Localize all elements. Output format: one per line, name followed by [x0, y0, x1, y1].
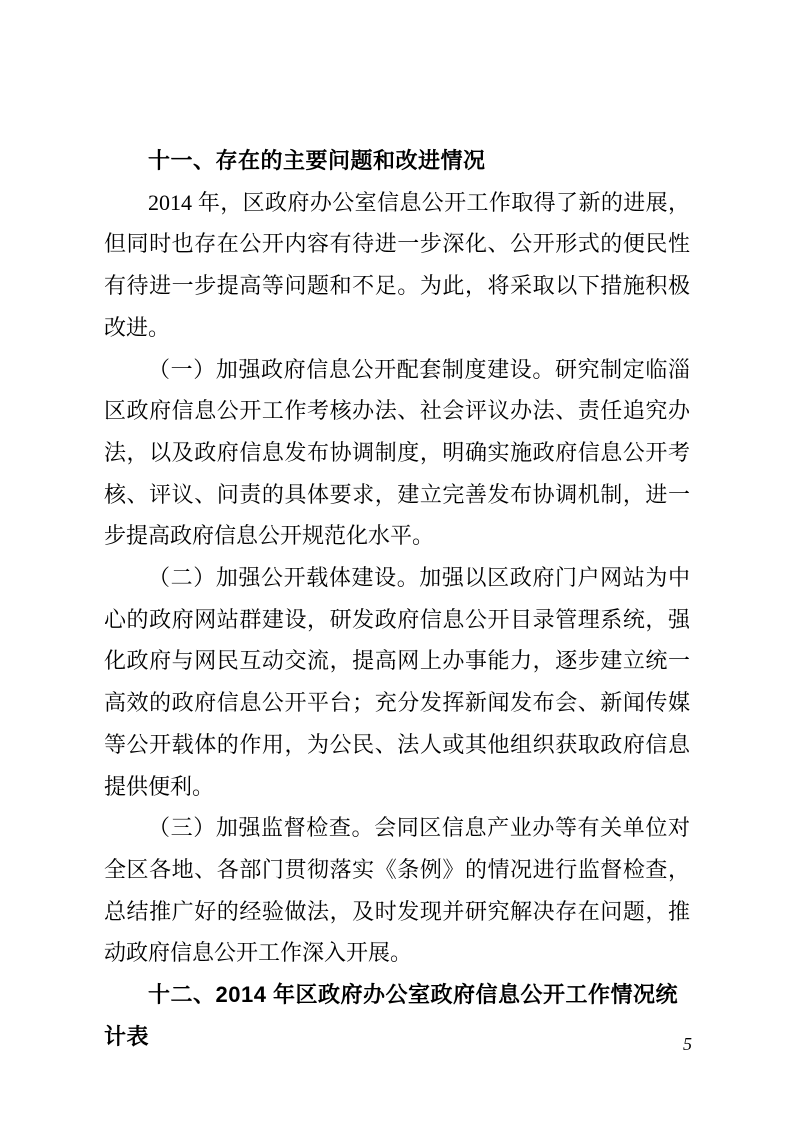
- page-number: 5: [683, 1034, 692, 1054]
- paragraph-measure-1: （一）加强政府信息公开配套制度建设。研究制定临淄区政府信息公开工作考核办法、社会评议办法、责任追究办法，以及政府信息发布协调制度，明确实施政府信息公开考核、评议、问责的具体要求，建立完善发布协调机制，进一步提高政府信息公开规范化水平。: [104, 356, 690, 549]
- paragraph-measure-2: （二）加强公开载体建设。加强以区政府门户网站为中心的政府网站群建设，研发政府信息公开目录管理系统，强化政府与网民互动交流，提高网上办事能力，逐步建立统一高效的政府信息公开平台；充分发挥新闻发布会、新闻传媒等公开载体的作用，为公民、法人或其他组织获取政府信息提供便利。: [104, 565, 690, 799]
- document-body: [104, 140, 690, 1057]
- paragraph-measure-3: （三）加强监督检查。会同区信息产业办等有关单位对全区各地、各部门贯彻落实《条例》的情况进行监督检查，总结推广好的经验做法，及时发现并研究解决存在问题，推动政府信息公开工作深入开展。: [104, 815, 690, 966]
- section-heading-statistics-table: 十二、2014 年区政府办公室政府信息公开工作情况统计表: [104, 982, 679, 1049]
- section-heading-problems-improvements: 十一、存在的主要问题和改进情况: [148, 148, 486, 173]
- paragraph-intro: 2014 年，区政府办公室信息公开工作取得了新的进展，但同时也存在公开内容有待进一步深化、公开形式的便民性有待进一步提高等问题和不足。为此，将采取以下措施积极改进。: [104, 189, 690, 340]
